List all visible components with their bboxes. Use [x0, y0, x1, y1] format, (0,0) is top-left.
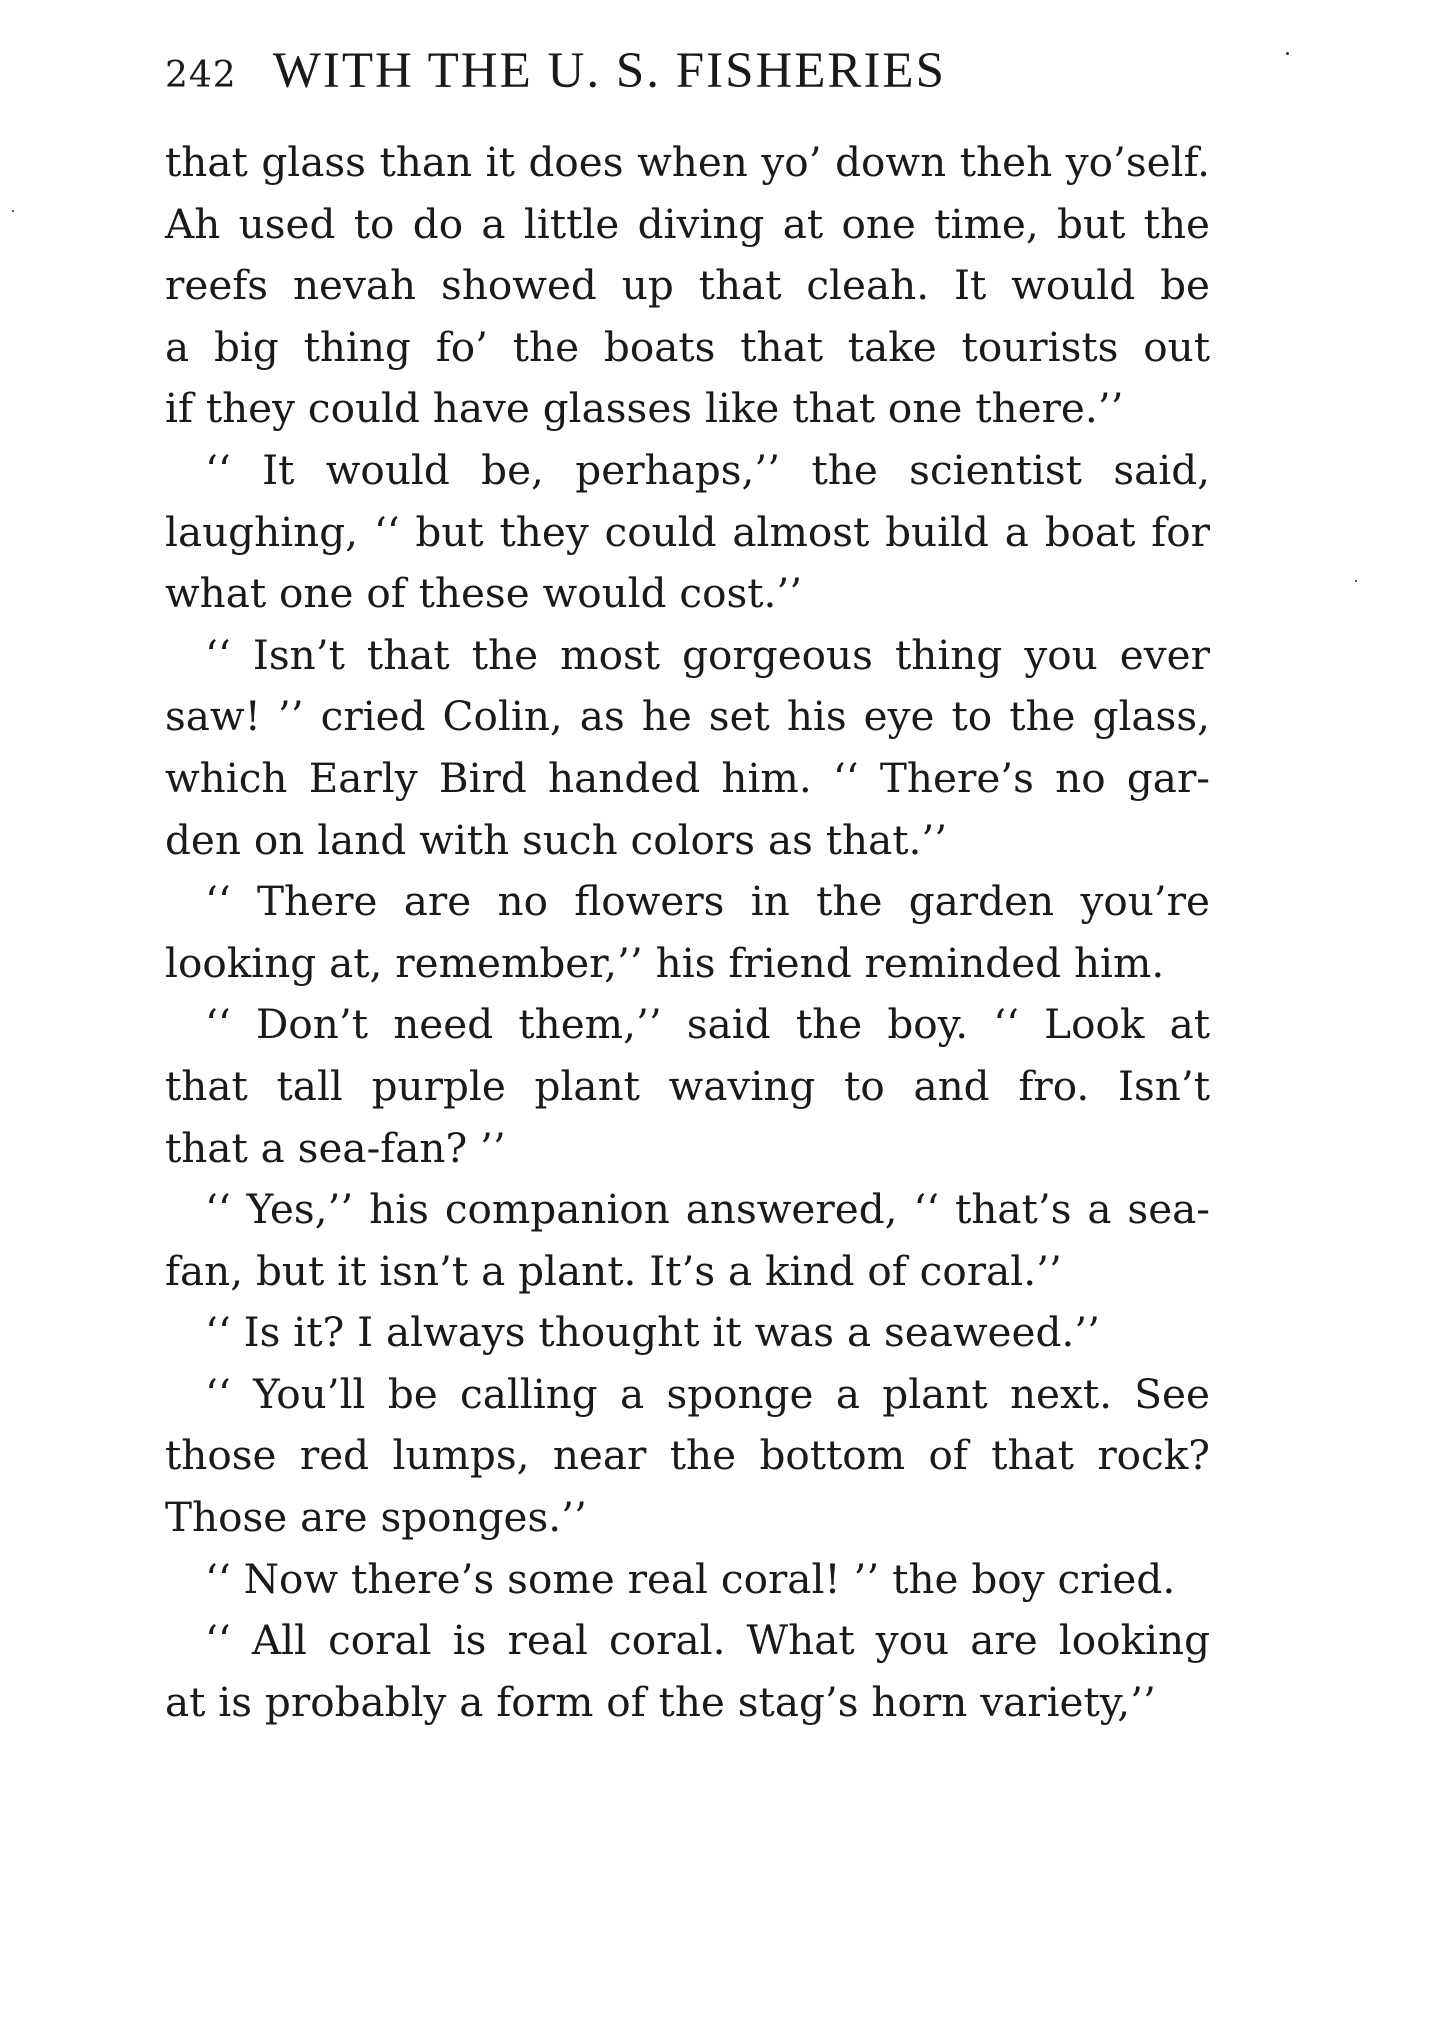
body-text	[165, 132, 1210, 1733]
text-line: ‘‘ Is it? I always thought it was a seaweed.’’	[205, 1308, 1101, 1357]
text-line: laughing, ‘‘ but they could almost build a boat for	[165, 507, 1210, 556]
paper-speck	[1286, 52, 1289, 55]
page-header	[165, 42, 1210, 112]
text-line: that tall purple plant waving to and fro. Isn’t	[165, 1061, 1210, 1110]
paper-speck	[1355, 580, 1357, 582]
text-line: that a sea-fan? ’’	[165, 1123, 506, 1172]
text-line: ‘‘ There are no flowers in the garden you’re	[205, 877, 1210, 926]
text-line: ‘‘ Isn’t that the most gorgeous thing you ever	[205, 630, 1210, 679]
text-line: den on land with such colors as that.’’	[165, 815, 948, 864]
text-line: looking at, remember,’’ his friend reminded him.	[165, 938, 1165, 987]
text-line: saw! ’’ cried Colin, as he set his eye to the glass,	[165, 692, 1210, 741]
text-line: at is probably a form of the stag’s horn variety,’’	[165, 1677, 1156, 1726]
text-line: ‘‘ Yes,’’ his companion answered, ‘‘ that’s a sea-	[205, 1185, 1210, 1234]
text-line: ‘‘ Now there’s some real coral! ’’ the boy cried.	[205, 1554, 1176, 1603]
text-line: ‘‘ You’ll be calling a sponge a plant next. See	[205, 1369, 1210, 1418]
text-line: ‘‘ Don’t need them,’’ said the boy. ‘‘ Look at	[205, 1000, 1210, 1049]
text-line: that glass than it does when yo’ down theh yo’self.	[165, 138, 1210, 186]
running-head: WITH THE U. S. FISHERIES	[272, 43, 946, 99]
text-line: reefs nevah showed up that cleah. It would be	[165, 261, 1210, 310]
text-line: if they could have glasses like that one there.’’	[165, 384, 1124, 433]
text-line: ‘‘ All coral is real coral. What you are looking	[205, 1616, 1210, 1665]
text-line: Ah used to do a little diving at one time, but the	[165, 199, 1210, 248]
text-line: Those are sponges.’’	[165, 1493, 587, 1542]
text-line: a big thing fo’ the boats that take tourists out	[165, 322, 1210, 371]
text-line: ‘‘ It would be, perhaps,’’ the scientist said,	[205, 445, 1210, 494]
text-line: what one of these would cost.’’	[165, 569, 803, 618]
text-line: which Early Bird handed him. ‘‘ There’s no gar-	[165, 753, 1210, 802]
text-line: fan, but it isn’t a plant. It’s a kind of coral.’’	[165, 1246, 1062, 1295]
paper-speck	[12, 210, 14, 212]
page-number: 242	[165, 55, 237, 96]
text-line: those red lumps, near the bottom of that rock?	[165, 1431, 1210, 1480]
